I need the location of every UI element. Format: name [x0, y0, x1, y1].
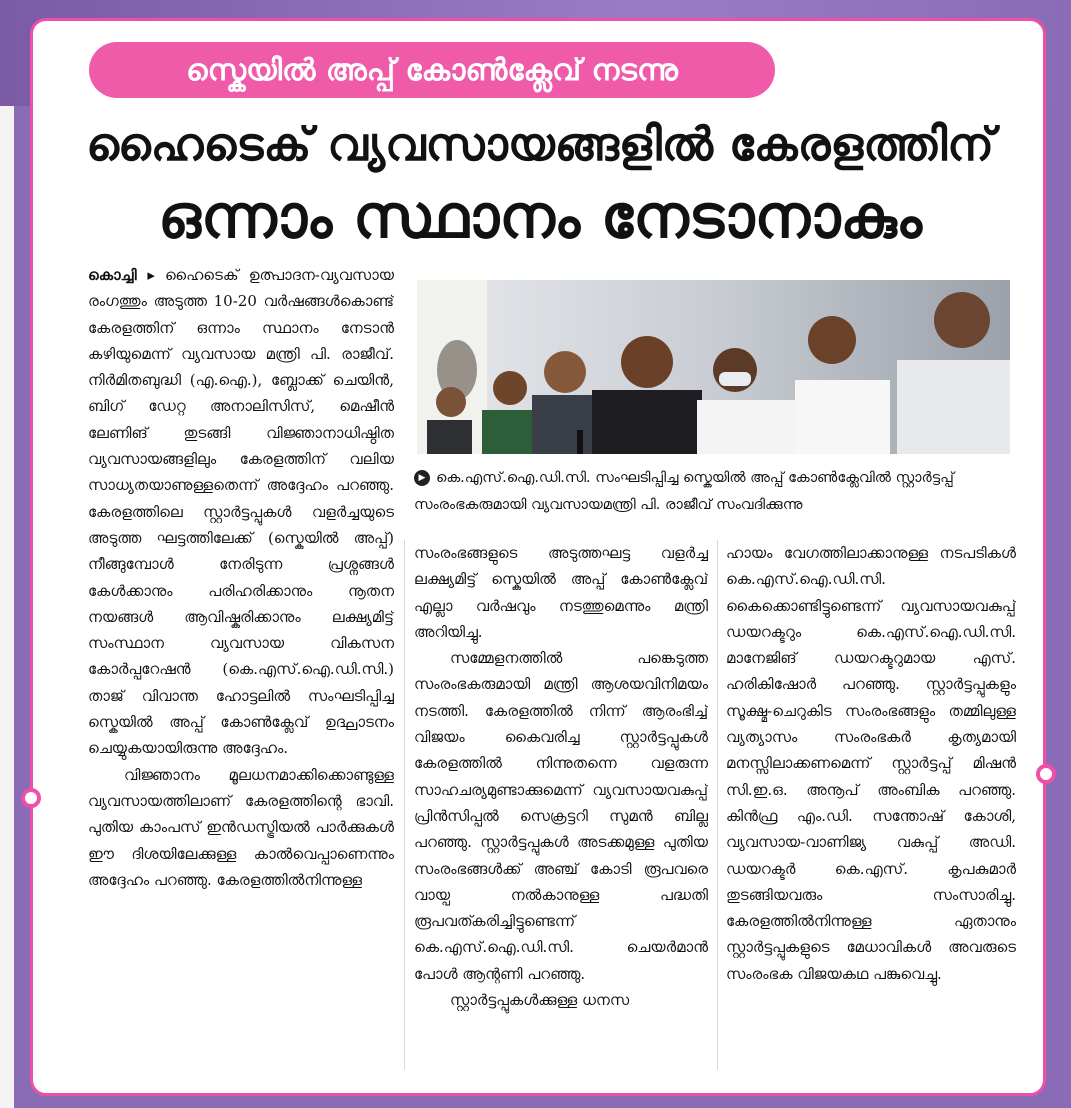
article-paragraph: വിജ്ഞാനം മൂലധനമാക്കിക്കൊണ്ടുള്ള വ്യവസായത്തിലാണ് കേരളത്തിന്റെ ഭാവി. പുതിയ കാംപസ് ഇൻഡസ്ട്രിയൽ പാർക്കുകൾ ഈ ദിശയിലേക്കുള്ള കാൽവെപ്പാണെന്നും അദ്ദേഹം പറഞ്ഞു. കേരളത്തിൽനിന്നുള്ള — [88, 765, 394, 889]
column-divider — [404, 540, 405, 1070]
article-column-1 — [88, 262, 394, 1082]
left-margin-band — [0, 106, 14, 1108]
article-paragraph: ഹായം വേഗത്തിലാക്കാനുള്ള നടപടികൾ കെ.എസ്.ഐ.ഡി.സി. കൈക്കൊണ്ടിട്ടുണ്ടെന്ന് വ്യവസായവകുപ്പ് ഡയറക്ടറും കെ.എസ്.ഐ.ഡി.സി. മാനേജിങ് ഡയറക്ടറുമായ എസ്. ഹരികിഷോർ പറഞ്ഞു. സ്റ്റാർട്ടപ്പുകളും സൂക്ഷ്മ-ചെറുകിട സംരംഭങ്ങളും തമ്മിലുള്ള വ്യത്യാസം സംരംഭകർ കൃത്യമായി മനസ്സിലാക്കണമെന്ന് സ്റ്റാർട്ടപ്പ് മിഷൻ സി.ഇ.ഒ. അനൂപ് അംബിക പറഞ്ഞു. കിൻഫ്ര എം.ഡി. സന്തോഷ് കോശി, വ്യവസായ-വാണിജ്യ വകുപ്പ് അഡി. ഡയറക്ടർ കെ.എസ്. കൃപകുമാർ തുടങ്ങിയവരും സംസാരിച്ചു. കേരളത്തിൽനിന്നുള്ള ഏതാനും സ്റ്റാർട്ടപ്പുകളുടെ മേധാവികൾ അവരുടെ സംരംഭക വിജയകഥ പങ്കുവെച്ചു. — [726, 544, 1016, 983]
play-circle-icon: ▶ — [414, 470, 430, 486]
article-paragraph: സമ്മേളനത്തിൽ പങ്കെടുത്ത സംരംഭകരുമായി മന്ത്രി ആശയവിനിമയം നടത്തി. കേരളത്തിൽ നിന്ന് ആരംഭിച്ച് വിജയം കൈവരിച്ച സ്റ്റാർട്ടപ്പുകൾ കേരളത്തിൽ നിന്നുതന്നെ വളരുന്ന സാഹചര്യമുണ്ടാക്കുമെന്ന് വ്യവസായവകുപ്പ് പ്രിൻസിപ്പൽ സെക്രട്ടറി സുമൻ ബില്ല പറഞ്ഞു. സ്റ്റാർട്ടപ്പുകൾ അടക്കമുള്ള പുതിയ സംരംഭങ്ങൾക്ക് അഞ്ച് കോടി രൂപവരെ വായ്പ നൽകാനുള്ള പദ്ധതി രൂപവത്കരിച്ചിട്ടുണ്ടെന്ന് കെ.എസ്.ഐ.ഡി.സി. ചെയർമാൻ പോൾ ആന്റണി പറഞ്ഞു. — [414, 649, 708, 983]
headline-line-1: ഹൈടെക് വ്യവസായങ്ങളിൽ കേരളത്തിന് — [86, 117, 994, 171]
paragraph-text: ഹൈടെക് ഉത്പാദന-വ്യവസായ രംഗത്തും അടുത്ത 10-20 വർഷങ്ങൾകൊണ്ട് കേരളത്തിന് ഒന്നാം സ്ഥാനം നേടാൻ കഴിയുമെന്ന് വ്യവസായ മന്ത്രി പി. രാജീവ്. നിർമിതബുദ്ധി (എ.ഐ.), ബ്ലോക്ക് ചെയിൻ, ബിഗ് ഡേറ്റ അനാലിസിസ്, മെഷീൻ ലേണിങ് തുടങ്ങി വിജ്ഞാനാധിഷ്ഠിത വ്യവസായങ്ങളിലും കേരളത്തിന് വലിയ സാധ്യതയാണുള്ളതെന്ന് അദ്ദേഹം പറഞ്ഞു. കേരളത്തിലെ സ്റ്റാർട്ടപ്പുകൾ വളർച്ചയുടെ അടുത്ത ഘട്ടത്തിലേക്ക് (സ്കെയിൽ അപ്പ്) നീങ്ങുമ്പോൾ നേരിടുന്ന പ്രശ്നങ്ങൾ കേൾക്കാനും പരിഹരിക്കാനും നൂതന നയങ്ങൾ ആവിഷ്കരിക്കാനും ലക്ഷ്യമിട്ട് സംസ്ഥാന വ്യവസായ വികസന കോർപ്പറേഷൻ (കെ.എസ്.ഐ.ഡി.സി.) താജ് വിവാന്ത ഹോട്ടലിൽ സംഘടിപ്പിച്ച സ്കെയിൽ അപ്പ് കോൺക്ലേവ് ഉദ്ഘാടനം ചെയ്യുകയായിരുന്നു അദ്ദേഹം. — [88, 266, 394, 758]
news-photo — [417, 280, 1010, 454]
kicker-label: സ്കെയിൽ അപ്പ് കോൺക്ലേവ് നടന്നു — [89, 42, 775, 98]
article-paragraph — [88, 262, 394, 762]
headline-line-2: ഒന്നാം സ്ഥാനം നേടാനാകും — [158, 182, 922, 252]
dateline: കൊച്ചി ▸ — [88, 266, 155, 284]
article-column-3 — [726, 540, 1016, 1074]
column-divider — [717, 540, 718, 1070]
photo-caption — [414, 465, 1014, 525]
article-column-2 — [414, 540, 708, 1074]
frame-dot-right — [1036, 764, 1056, 784]
conclave-photo-illustration — [417, 280, 1010, 454]
article-paragraph: സംരംഭങ്ങളുടെ അടുത്തഘട്ട വളർച്ച ലക്ഷ്യമിട്ട് സ്കെയിൽ അപ്പ് കോൺക്ലേവ് എല്ലാ വർഷവും നടത്തുമെന്നും മന്ത്രി അറിയിച്ചു. — [414, 544, 708, 641]
caption-text: കെ.എസ്.ഐ.ഡി.സി. സംഘടിപ്പിച്ച സ്കെയിൽ അപ്പ് കോൺക്ലേവിൽ സ്റ്റാർട്ടപ്പ് സംരംഭകരുമായി വ്യവസായമന്ത്രി പി. രാജീവ് സംവദിക്കുന്നു — [414, 470, 954, 513]
article-paragraph: സ്റ്റാർട്ടപ്പുകൾക്കുള്ള ധനസ — [450, 991, 630, 1010]
frame-dot-left — [21, 788, 41, 808]
